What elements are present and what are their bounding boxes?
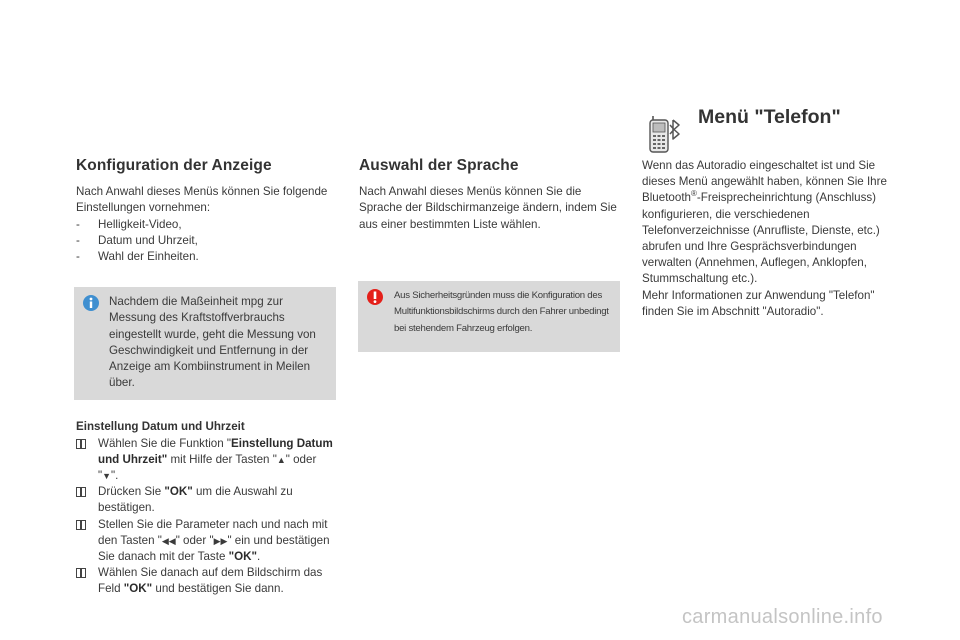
checkbox-bullet-icon — [76, 568, 86, 578]
date-time-settings-title: Einstellung Datum und Uhrzeit — [76, 420, 245, 434]
step-emphasis: "OK" — [123, 582, 153, 596]
display-config-list — [76, 217, 338, 266]
step-emphasis: "OK" — [164, 485, 193, 499]
phone-text: Wenn das Autoradio eingeschaltet ist und Sie dieses Menü angewählt haben, können Sie Ihre Bluetooth — [642, 159, 887, 205]
date-time-steps — [76, 436, 338, 598]
info-note-text: Nachdem die Maßeinheit mpg zur Messung des Kraftstoffverbrauchs eingestellt wurde, geht die Messung von Geschwindigkeit und Entfernung in der Anzeige am Kombiinstrument in Meilen über. — [109, 295, 316, 390]
phone-text: -Freisprecheinrichtung (Anschluss) konfigurieren, die verschiedenen Telefonverzeichnisse (Anrufliste, Dienste, etc.) abrufen und Ihre Gesprächsverbindungen verwalten (Annehmen, Auflegen, Anklopfen, Stummschaltung etc.). — [642, 191, 880, 286]
step-text: und bestätigen Sie dann. — [152, 582, 284, 596]
step-item — [76, 517, 338, 566]
step-text: . — [257, 550, 261, 564]
step-text: " oder " — [175, 533, 214, 547]
phone-more-info: Mehr Informationen zur Anwendung "Telefon" finden Sie im Abschnitt "Autoradio". — [642, 288, 875, 318]
info-note — [74, 287, 336, 400]
checkbox-bullet-icon — [76, 439, 86, 449]
language-section — [359, 158, 621, 352]
info-icon — [82, 294, 100, 312]
step-item — [76, 484, 338, 516]
step-item — [76, 565, 338, 597]
step-text: Stellen Sie die Parameter nach und nach mit den Tasten " — [98, 517, 328, 547]
language-title: Auswahl der Sprache — [359, 157, 519, 174]
step-text: Wählen Sie danach auf dem Bildschirm das Feld — [98, 566, 323, 596]
step-text: " oder " — [98, 452, 317, 483]
step-text: um die Auswahl zu bestätigen. — [98, 485, 293, 515]
fast-forward-icon: ▶▶ — [213, 535, 228, 546]
step-item — [76, 436, 338, 485]
display-config-section — [76, 158, 338, 598]
step-text: mit Hilfe der Tasten " — [167, 452, 277, 466]
arrow-down-icon: ▼ — [102, 471, 112, 482]
display-config-intro: Nach Anwahl dieses Menüs können Sie folgende Einstellungen vornehmen: — [76, 185, 328, 215]
step-emphasis: Einstellung Datum und Uhrzeit" — [98, 436, 333, 466]
step-text: " ein und bestätigen Sie danach mit der Taste — [98, 533, 330, 564]
watermark: carmanualsonline.info — [682, 606, 883, 628]
checkbox-bullet-icon — [76, 520, 86, 530]
phone-description — [642, 158, 904, 288]
phone-section — [642, 158, 904, 320]
rewind-icon: ◀◀ — [161, 535, 176, 546]
warning-note — [358, 281, 620, 353]
step-text: Wählen Sie die Funktion " — [98, 436, 232, 450]
bluetooth-phone-icon — [648, 114, 686, 154]
step-emphasis: "OK" — [228, 550, 258, 564]
language-intro: Nach Anwahl dieses Menüs können Sie die Sprache der Bildschirmanzeige ändern, indem Sie aus einer bestimmten Liste wählen. — [359, 185, 617, 231]
step-text: ". — [111, 469, 119, 483]
list-item: - Datum und Uhrzeit, — [76, 233, 338, 249]
warning-icon — [366, 288, 384, 306]
step-text: Drücken Sie — [98, 485, 165, 499]
list-item: - Wahl der Einheiten. — [76, 249, 338, 265]
display-config-title: Konfiguration der Anzeige — [76, 157, 272, 174]
warning-note-text: Aus Sicherheitsgründen muss die Konfiguration des Multifunktionsbildschirms durch den Fahrer unbedingt bei stehendem Fahrzeug erfolgen. — [394, 289, 609, 334]
registered-mark: ® — [691, 189, 697, 199]
date-time-settings — [76, 419, 338, 597]
phone-menu-header — [648, 106, 858, 154]
arrow-up-icon: ▲ — [276, 454, 286, 465]
checkbox-bullet-icon — [76, 487, 86, 497]
list-item: - Helligkeit-Video, — [76, 217, 338, 233]
phone-menu-title: Menü "Telefon" — [698, 106, 841, 128]
